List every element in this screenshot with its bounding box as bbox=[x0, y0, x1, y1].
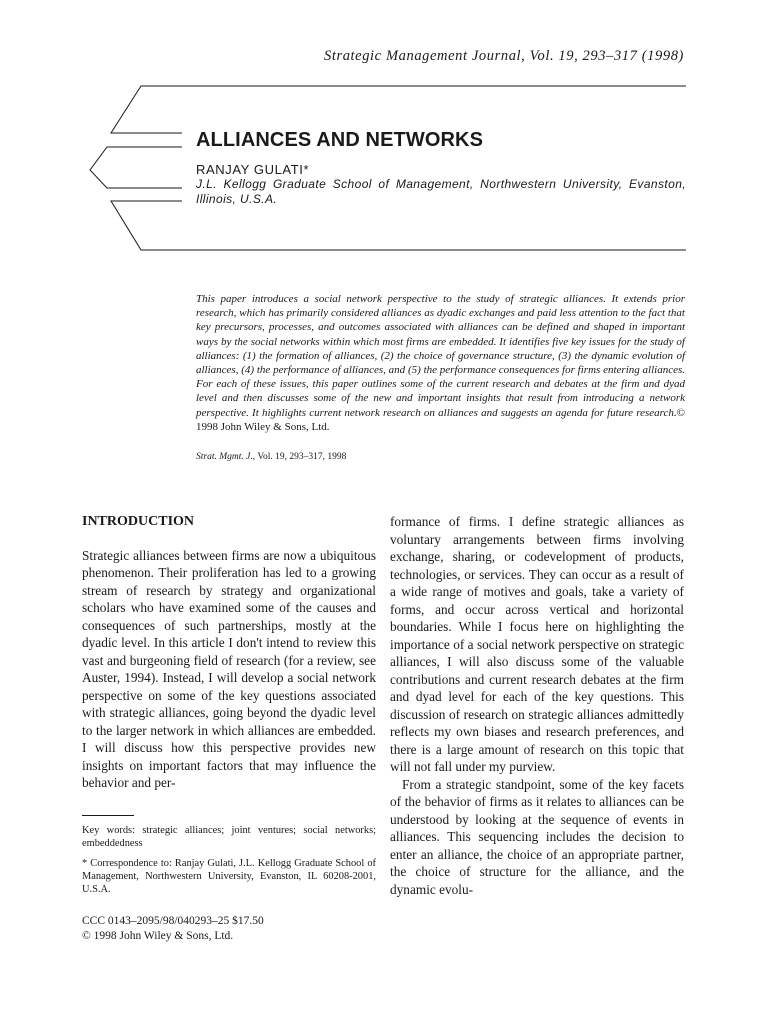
left-column bbox=[82, 513, 376, 792]
abstract-copyright: © 1998 John Wiley & Sons, Ltd. bbox=[196, 406, 685, 433]
ccc-code: CCC 0143–2095/98/040293–25 $17.50 bbox=[82, 915, 264, 927]
journal-header: Strategic Management Journal, Vol. 19, 293–317 (1998) bbox=[323, 48, 684, 64]
footnote-keywords: Key words: strategic alliances; joint ventures; social networks; embeddedness bbox=[82, 825, 376, 849]
copyright-notice: © 1998 John Wiley & Sons, Ltd. bbox=[82, 930, 234, 942]
decoration-middle-chevron bbox=[90, 147, 182, 188]
footnote-rule bbox=[82, 815, 134, 816]
footnotes bbox=[82, 824, 376, 903]
citation-details: , Vol. 19, 293–317, 1998 bbox=[252, 452, 347, 462]
abstract bbox=[196, 292, 685, 434]
citation-line bbox=[196, 452, 346, 462]
paper-title: ALLIANCES AND NETWORKS bbox=[196, 129, 484, 151]
section-heading-introduction: INTRODUCTION bbox=[82, 514, 195, 529]
citation-journal: Strat. Mgmt. J. bbox=[196, 452, 253, 462]
author-affiliation: J.L. Kellogg Graduate School of Management, Northwestern University, Evanston, Illinois, U.S.A. bbox=[196, 177, 686, 206]
paragraph-1: Strategic alliances between firms are now a ubiquitous phenomenon. Their proliferation has led to a growing stream of research by strategy and organizational scholars who have examined some of the causes and consequences of such partnerships, mostly at the dyadic level. In this article I don't intend to review this vast and burgeoning field of research (for a review, see Auster, 1994). Instead, I will develop a social network perspective on some of the key questions associated with strategic alliances, going beyond the dyadic level to the larger network in which alliances are embedded. I will discuss how this perspective provides new insights on important factors that may influence the behavior and per- bbox=[82, 547, 376, 790]
right-column bbox=[390, 513, 684, 898]
abstract-text: This paper introduces a social network perspective to the study of strategic alliances. It extends prior research, which has primarily considered alliances as dyadic exchanges and paid less attention to the fact that key precursors, processes, and outcomes associated with alliances can be defined and shaped in important ways by the social networks within which most firms are embedded. It identifies five key issues for the study of alliances: (1) the formation of alliances, (2) the choice of governance structure, (3) the dynamic evolution of alliances, (4) the performance of alliances, and (5) the performance consequences for firms entering alliances. For each of these issues, this paper outlines some of the current research and debates at the firm and dyad level and then discusses some of the new and important insights that result from introducing a network perspective. It highlights current network research on alliances and suggests an agenda for future research. bbox=[196, 293, 685, 419]
decoration-upper-line bbox=[111, 86, 686, 133]
paragraph-3: From a strategic standpoint, some of the key facets of the behavior of firms as it relates to alliances can be understood by looking at the sequence of events in alliances. This sequencing includes the decision to enter an alliance, the choice of an appropriate partner, the choice of structure for the alliance, and the dynamic evolu- bbox=[390, 776, 684, 897]
paragraph-2: formance of firms. I define strategic alliances as voluntary arrangements between firms involving exchange, sharing, or codevelopment of products, technologies, or services. They can occur as a result of a wide range of motives and goals, take a variety of forms, and occur across vertical and horizontal boundaries. While I focus here on highlighting the importance of a social network perspective on strategic alliances, I will also discuss some of the valuable contributions and current research debates at the firm and dyad level for each of the key questions. This discussion of research on strategic alliances admittedly reflects my own biases and research preferences, and there is a large amount of research on this topic that will not fall under my purview. bbox=[390, 514, 684, 774]
footnote-correspondence: * Correspondence to: Ranjay Gulati, J.L. Kellogg Graduate School of Management, Northwestern University, Evanston, IL 60208-2001, U.S.A. bbox=[82, 858, 376, 895]
copyright-block bbox=[82, 914, 264, 944]
author-name: RANJAY GULATI* bbox=[196, 162, 310, 177]
decoration-lower-line bbox=[111, 201, 686, 250]
